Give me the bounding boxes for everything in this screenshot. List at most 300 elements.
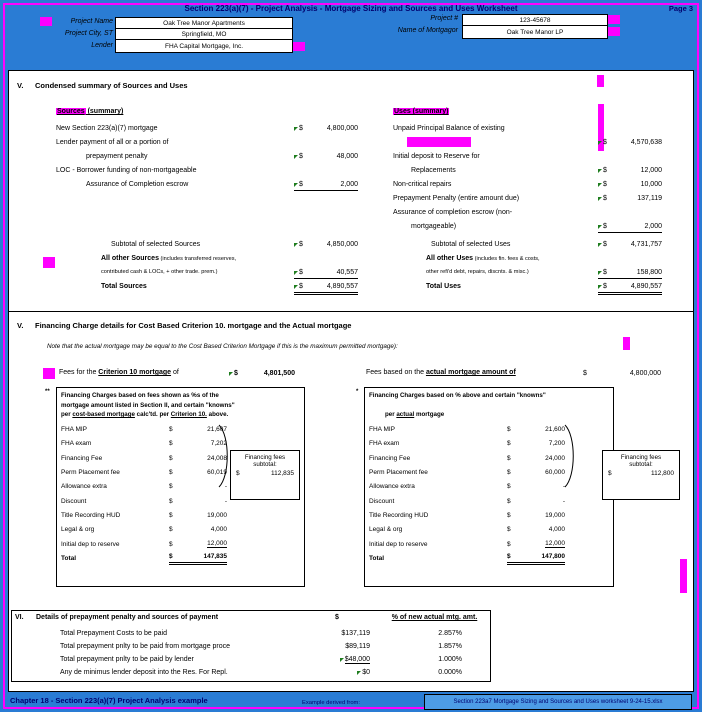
row-label: Unpaid Principal Balance of existing xyxy=(393,125,505,132)
cell-flag-icon xyxy=(598,197,602,201)
other-sources-note: (includes transferred reserves, xyxy=(158,256,237,262)
heading-text: mortgage xyxy=(414,411,445,418)
use-total-row xyxy=(393,281,662,297)
heading-underlined: cost-based mortgage xyxy=(72,411,135,418)
source-other-row xyxy=(56,253,358,267)
currency-sign: $ xyxy=(603,283,607,290)
field-label-project-number: Project # xyxy=(430,15,458,22)
cell-flag-icon xyxy=(294,183,298,187)
row-label: Total Prepayment Costs to be paid xyxy=(60,630,168,637)
use-other-row2 xyxy=(393,267,662,281)
row-label: New Section 223(a)(7) mortgage xyxy=(56,125,158,132)
amount-cell[interactable] xyxy=(294,151,358,162)
fee-row xyxy=(369,437,565,451)
fee-amount: - xyxy=(224,483,227,491)
highlight-marker xyxy=(293,42,305,51)
fee-value-cell[interactable] xyxy=(169,539,227,549)
fee-heading-line xyxy=(385,410,613,420)
fee-amount: - xyxy=(562,483,565,491)
row-label: mortgageable) xyxy=(411,223,457,230)
project-city-field[interactable]: Springfield, MO xyxy=(115,28,293,41)
fee-label: FHA MIP xyxy=(369,426,396,434)
section-6-heading: Details of prepayment penalty and sources of payment xyxy=(36,614,219,621)
fee-label: Allowance extra xyxy=(61,483,107,491)
section-number: V. xyxy=(17,81,24,90)
fee-label: Title Recording HUD xyxy=(369,511,429,519)
use-row xyxy=(393,165,662,179)
fee-row xyxy=(61,480,227,494)
fee-row xyxy=(61,423,227,437)
highlight-marker xyxy=(43,368,55,379)
currency-sign: $ xyxy=(507,511,511,519)
currency-sign: $ xyxy=(169,526,173,534)
percent-cell[interactable]: 0.000% xyxy=(438,669,462,676)
cell-flag-icon xyxy=(229,372,233,376)
fee-box-heading xyxy=(61,391,304,420)
lender-field[interactable]: FHA Capital Mortgage, Inc. xyxy=(115,39,293,53)
amount-cell[interactable] xyxy=(294,239,358,250)
row-label: Initial deposit to Reserve for xyxy=(393,153,480,160)
project-name-field[interactable]: Oak Tree Manor Apartments xyxy=(115,17,293,30)
currency-sign: $ xyxy=(236,470,240,477)
fee-total-row xyxy=(61,551,227,565)
use-row xyxy=(393,221,662,235)
currency-sign: $ xyxy=(169,483,173,491)
prepayment-rows xyxy=(12,627,490,679)
fee-row xyxy=(369,494,565,508)
amount-value: 4,800,000 xyxy=(326,125,358,132)
fee-label: FHA exam xyxy=(369,440,400,448)
amount-column-header: $ xyxy=(335,614,339,621)
currency-sign: $ xyxy=(603,269,607,276)
other-uses-note2: other refi'd debt, repairs, discnts. & misc.) xyxy=(426,269,529,275)
currency-sign: $ xyxy=(169,454,173,462)
amount-value: 12,000 xyxy=(640,167,662,174)
fee-value-cell[interactable] xyxy=(507,453,565,463)
footnote-marker: ** xyxy=(45,389,50,395)
source-row xyxy=(56,137,358,151)
row-label: prepayment penalty xyxy=(86,153,148,160)
criterion-fees-intro xyxy=(59,369,179,376)
currency-sign: $ xyxy=(608,470,612,477)
fee-label: Financing Fee xyxy=(61,454,103,462)
amount-value: 40,557 xyxy=(336,269,358,276)
fee-row xyxy=(369,451,565,465)
section-6-box xyxy=(11,610,491,682)
source-other-row2 xyxy=(56,267,358,281)
currency-sign: $ xyxy=(507,497,511,505)
fee-total-row xyxy=(369,551,565,565)
use-row xyxy=(393,179,662,193)
fee-amount: 147,800 xyxy=(541,553,565,561)
fee-label: FHA MIP xyxy=(61,426,88,434)
page-number: Page 3 xyxy=(668,4,693,13)
cell-flag-icon xyxy=(294,285,298,289)
currency-sign: $ xyxy=(169,497,173,505)
field-label-project-city: Project City, ST xyxy=(64,30,113,37)
amount-value: 112,800 xyxy=(650,470,674,477)
actual-fee-box xyxy=(364,387,674,587)
row-label: LOC - Borrower funding of non-mortgageable xyxy=(56,167,197,174)
heading-underlined: Criterion 10. xyxy=(170,411,207,418)
fee-value-cell[interactable] xyxy=(507,482,565,492)
fee-row xyxy=(61,508,227,522)
fee-amount: 60,019 xyxy=(207,469,227,477)
fee-row xyxy=(369,465,565,479)
subtotal-value-cell[interactable] xyxy=(231,468,299,477)
fee-value-cell[interactable] xyxy=(507,496,565,506)
row-label: Prepayment Penalty (entire amount due) xyxy=(393,195,520,202)
worksheet-body xyxy=(8,70,694,692)
source-row xyxy=(56,123,358,137)
use-row xyxy=(393,123,662,137)
highlight-marker xyxy=(43,257,55,268)
fee-row xyxy=(369,508,565,522)
sources-title-highlight: Sources xyxy=(57,108,85,115)
amount-cell[interactable] xyxy=(598,267,662,279)
fee-value-cell[interactable] xyxy=(507,468,565,478)
fee-heading-line xyxy=(369,401,613,411)
other-uses-note: (includes fin. fees & costs, xyxy=(473,256,540,262)
amount-value: $137,119 xyxy=(341,630,370,637)
intro-text: Fees based on the xyxy=(366,369,426,376)
source-subtotal-row xyxy=(56,239,358,253)
currency-sign: $ xyxy=(507,540,511,548)
fee-label: Legal & org xyxy=(61,526,95,534)
criterion-mortgage-amount[interactable] xyxy=(229,368,295,379)
percent-cell[interactable]: 2.857% xyxy=(438,630,462,637)
fee-value-cell[interactable] xyxy=(169,496,227,506)
section-divider xyxy=(9,311,693,312)
amount-cell[interactable] xyxy=(598,179,662,190)
amount-cell[interactable] xyxy=(598,281,662,295)
amount-cell[interactable] xyxy=(294,123,358,134)
amount-value: 4,731,757 xyxy=(630,241,662,248)
amount-value: 4,570,638 xyxy=(630,139,662,146)
footer-chapter-label: Chapter 18 - Section 223(a)(7) Project Analysis example xyxy=(10,696,208,705)
highlight-strip xyxy=(597,75,604,87)
cell-flag-icon xyxy=(294,127,298,131)
field-label-mortgagor: Name of Mortgagor xyxy=(397,27,458,34)
subtotal-value-cell[interactable] xyxy=(603,468,679,477)
row-label: Total prepayment pnlty to be paid by lender xyxy=(60,656,194,663)
project-number-field[interactable]: 123-45678 xyxy=(462,14,608,27)
source-row xyxy=(56,165,358,179)
fee-row xyxy=(61,537,227,551)
row-label: Total Sources xyxy=(101,283,147,290)
amount-cell[interactable] xyxy=(280,630,370,637)
fee-row xyxy=(369,537,565,551)
cell-flag-icon xyxy=(294,271,298,275)
row-label: Lender payment of all or a portion of xyxy=(56,139,169,146)
currency-sign: $ xyxy=(507,454,511,462)
amount-cell[interactable] xyxy=(598,137,662,148)
intro-emphasis: Criterion 10 mortgage xyxy=(98,369,172,376)
field-label-lender: Lender xyxy=(91,42,113,49)
fee-amount: 60,000 xyxy=(545,469,565,477)
currency-sign: $ xyxy=(507,553,511,561)
fee-row xyxy=(61,465,227,479)
amount-value: 2,000 xyxy=(340,181,358,188)
fee-row xyxy=(61,451,227,465)
fee-label: Title Recording HUD xyxy=(61,511,121,519)
fee-row xyxy=(61,437,227,451)
amount-cell[interactable] xyxy=(280,643,370,650)
highlight-strip xyxy=(680,559,687,593)
fee-row xyxy=(61,523,227,537)
fee-value-cell[interactable] xyxy=(169,552,227,565)
fee-amount: 4,000 xyxy=(210,526,227,534)
amount-cell[interactable] xyxy=(598,193,662,204)
row-label: Total prepayment pnlty to be paid from mortgage proce xyxy=(60,643,231,650)
financing-fees-subtotal-box xyxy=(602,450,680,500)
amount-cell[interactable] xyxy=(294,179,358,191)
heading-text: per xyxy=(61,411,73,418)
section-5a-heading xyxy=(17,81,188,90)
fee-label: FHA exam xyxy=(61,440,92,448)
use-row xyxy=(393,137,662,151)
row-label: Assurance of Completion escrow xyxy=(86,181,189,188)
highlighted-cell[interactable] xyxy=(407,137,471,147)
currency-sign: $ xyxy=(299,181,303,188)
currency-sign: $ xyxy=(583,370,587,377)
currency-sign: $ xyxy=(299,153,303,160)
currency-sign: $ xyxy=(169,469,173,477)
currency-sign: $ xyxy=(603,223,607,230)
other-uses-label: All other Uses xyxy=(426,255,474,262)
currency-sign: $ xyxy=(603,241,607,248)
section-note: Note that the actual mortgage may be equal to the Cost Based Criterion Mortgage if this is the maximum permitted mortgage): xyxy=(47,343,398,350)
row-label xyxy=(101,253,236,265)
amount-value: 158,800 xyxy=(636,269,662,276)
sources-column-title xyxy=(56,108,123,115)
row-label: Any de minimus lender deposit into the Res. For Repl. xyxy=(60,669,228,676)
fee-table xyxy=(369,423,565,566)
use-row xyxy=(393,207,662,221)
heading-text: per xyxy=(385,411,397,418)
amount-cell[interactable] xyxy=(598,221,662,233)
use-row xyxy=(393,193,662,207)
fee-amount: 4,000 xyxy=(548,526,565,534)
row-label: Total Uses xyxy=(426,283,461,290)
cell-flag-icon xyxy=(357,671,361,675)
sources-title-rest: (summary) xyxy=(85,108,124,115)
cell-flag-icon xyxy=(340,658,344,662)
currency-sign: $ xyxy=(234,370,238,377)
fee-amount: 7,202 xyxy=(210,440,227,448)
fee-box-heading xyxy=(369,391,613,420)
cell-flag-icon xyxy=(598,243,602,247)
fee-value-cell[interactable] xyxy=(507,510,565,520)
fee-heading-line xyxy=(61,410,304,420)
uses-title-highlight: Uses (summary) xyxy=(394,108,449,115)
use-other-row xyxy=(393,253,662,267)
currency-sign: $ xyxy=(299,125,303,132)
other-sources-label: All other Sources xyxy=(101,255,159,262)
fee-row xyxy=(61,494,227,508)
intro-text: Fees for the xyxy=(59,369,99,376)
amount-cell[interactable] xyxy=(294,281,358,295)
section-number: VI. xyxy=(15,614,24,621)
currency-sign: $ xyxy=(603,181,607,188)
fee-row xyxy=(369,523,565,537)
currency-sign: $ xyxy=(299,269,303,276)
currency-sign: $ xyxy=(169,426,173,434)
fee-label: Legal & org xyxy=(369,526,403,534)
uses-totals xyxy=(393,239,662,297)
fee-label: Discount xyxy=(369,497,395,505)
fee-value-cell[interactable] xyxy=(507,425,565,435)
prepayment-row xyxy=(12,653,490,666)
amount-value: $48,000 xyxy=(344,655,370,663)
percent-column-header: % of new actual mtg. amt. xyxy=(391,614,478,621)
fee-amount: 19,000 xyxy=(207,511,227,519)
fee-amount: 21,607 xyxy=(207,426,227,434)
amount-value: 112,835 xyxy=(270,470,294,477)
fee-amount: 7,200 xyxy=(548,440,565,448)
subtotal-label: Financing fees xyxy=(244,454,286,461)
other-sources-note2: contributed cash & LOCs, + other trade. prem.) xyxy=(101,269,218,275)
currency-sign: $ xyxy=(507,426,511,434)
fee-amount: 21,600 xyxy=(545,426,565,434)
field-label-project-name: Project Name xyxy=(70,18,113,25)
use-subtotal-row xyxy=(393,239,662,253)
row-label: Non-critical repairs xyxy=(393,181,452,188)
fee-value-cell[interactable] xyxy=(507,552,565,565)
heading-text: calc'td. per xyxy=(134,411,171,418)
currency-sign: $ xyxy=(507,526,511,534)
sources-rows xyxy=(56,123,358,193)
mortgagor-field[interactable]: Oak Tree Manor LP xyxy=(462,25,608,39)
section-title: Financing Charge details for Cost Based Criterion 10. mortgage and the Actual mortgage xyxy=(35,321,352,330)
fee-amount: 24,000 xyxy=(545,454,565,462)
footer-derived-label: Example derived from: xyxy=(302,700,360,706)
fee-label: Discount xyxy=(61,497,87,505)
currency-sign: $ xyxy=(507,469,511,477)
subtotal-label: subtotal: xyxy=(629,461,653,468)
prepayment-row xyxy=(12,666,490,679)
amount-cell[interactable] xyxy=(280,656,370,664)
heading-underlined: actual xyxy=(396,411,415,418)
intro-emphasis: actual mortgage amount of xyxy=(425,369,516,376)
source-row xyxy=(56,151,358,165)
row-label: Subtotal of selected Uses xyxy=(431,241,511,248)
currency-sign: $ xyxy=(603,139,607,146)
fee-value-cell[interactable] xyxy=(169,525,227,535)
percent-cell[interactable]: 1.857% xyxy=(438,643,462,650)
fee-amount: - xyxy=(562,497,565,505)
row-label xyxy=(426,253,540,265)
fee-amount: - xyxy=(224,497,227,505)
cell-flag-icon xyxy=(598,225,602,229)
row-label: Subtotal of selected Sources xyxy=(111,241,201,248)
source-row xyxy=(56,179,358,193)
heading-text: above. xyxy=(206,411,229,418)
cell-flag-icon xyxy=(598,285,602,289)
fee-label: Total xyxy=(61,554,77,562)
fee-amount: 12,000 xyxy=(545,540,565,548)
fee-amount: 147,835 xyxy=(203,553,227,561)
fee-row xyxy=(369,423,565,437)
row-label: Replacements xyxy=(411,167,456,174)
fee-label: Perm Placement fee xyxy=(369,469,428,477)
sources-totals xyxy=(56,239,358,297)
fee-amount: 24,008 xyxy=(207,454,227,462)
percent-cell[interactable]: 1.000% xyxy=(438,656,462,663)
amount-value: 4,890,557 xyxy=(630,283,662,290)
criterion-fee-box xyxy=(56,387,305,587)
section-title: Condensed summary of Sources and Uses xyxy=(35,81,188,90)
amount-value: $89,119 xyxy=(345,643,370,650)
amount-value: 10,000 xyxy=(640,181,662,188)
amount-cell[interactable] xyxy=(280,669,370,676)
fee-value-cell[interactable] xyxy=(507,439,565,449)
amount-value: 4,801,500 xyxy=(263,370,295,377)
cell-flag-icon xyxy=(598,183,602,187)
amount-value: 2,000 xyxy=(644,223,662,230)
currency-sign: $ xyxy=(169,553,173,561)
amount-value: 4,850,000 xyxy=(326,241,358,248)
fee-label: Initial dep to reserve xyxy=(369,540,428,548)
section-5b-heading xyxy=(17,321,351,330)
page-title: Section 223(a)(7) - Project Analysis - Mortgage Sizing and Sources and Uses Worksheet xyxy=(184,4,518,13)
cell-flag-icon xyxy=(598,169,602,173)
fee-amount: 19,000 xyxy=(545,511,565,519)
amount-cell[interactable] xyxy=(294,267,358,279)
currency-sign: $ xyxy=(603,167,607,174)
financing-fees-subtotal-box xyxy=(230,450,300,500)
cell-flag-icon xyxy=(294,155,298,159)
fee-label: Perm Placement fee xyxy=(61,469,120,477)
actual-mortgage-amount[interactable] xyxy=(583,368,661,379)
fee-heading-line: mortgage amount listed in Section II, and certain "knowns" xyxy=(61,401,235,409)
currency-sign: $ xyxy=(507,440,511,448)
prepayment-row xyxy=(12,627,490,640)
fee-amount: 12,000 xyxy=(207,540,227,548)
intro-text: of xyxy=(171,369,179,376)
source-total-row xyxy=(56,281,358,297)
fee-table xyxy=(61,423,227,566)
row-label: Assurance of completion escrow (non- xyxy=(393,209,513,216)
currency-sign: $ xyxy=(299,283,303,290)
fee-label: Total xyxy=(369,554,385,562)
amount-cell[interactable] xyxy=(598,239,662,250)
footnote-marker: * xyxy=(356,389,359,395)
amount-value: 4,800,000 xyxy=(629,370,661,377)
fee-heading-line: Financing Charges based on % above and certain "knowns" xyxy=(369,392,546,399)
currency-sign: $ xyxy=(299,241,303,248)
fee-label: Allowance extra xyxy=(369,483,415,491)
currency-sign: $ xyxy=(603,195,607,202)
uses-column-title xyxy=(393,108,449,115)
cell-flag-icon xyxy=(598,141,602,145)
fee-value-cell[interactable] xyxy=(507,525,565,535)
subtotal-label: Financing fees xyxy=(620,454,662,461)
amount-cell[interactable] xyxy=(598,165,662,176)
highlight-marker xyxy=(608,15,620,24)
amount-value: 4,890,557 xyxy=(326,283,358,290)
footer-source-file: Section 223a7 Mortgage Sizing and Sources and Uses worksheet 9-24-15.xlsx xyxy=(424,694,692,710)
fee-heading-line: Financing Charges based on fees shown as %s of the xyxy=(61,392,219,399)
currency-sign: $ xyxy=(169,540,173,548)
fee-value-cell[interactable] xyxy=(169,510,227,520)
fee-value-cell[interactable] xyxy=(507,539,565,549)
amount-value: 137,119 xyxy=(637,195,662,202)
fee-label: Financing Fee xyxy=(369,454,411,462)
fee-label: Initial dep to reserve xyxy=(61,540,120,548)
currency-sign: $ xyxy=(169,511,173,519)
currency-sign: $ xyxy=(169,440,173,448)
